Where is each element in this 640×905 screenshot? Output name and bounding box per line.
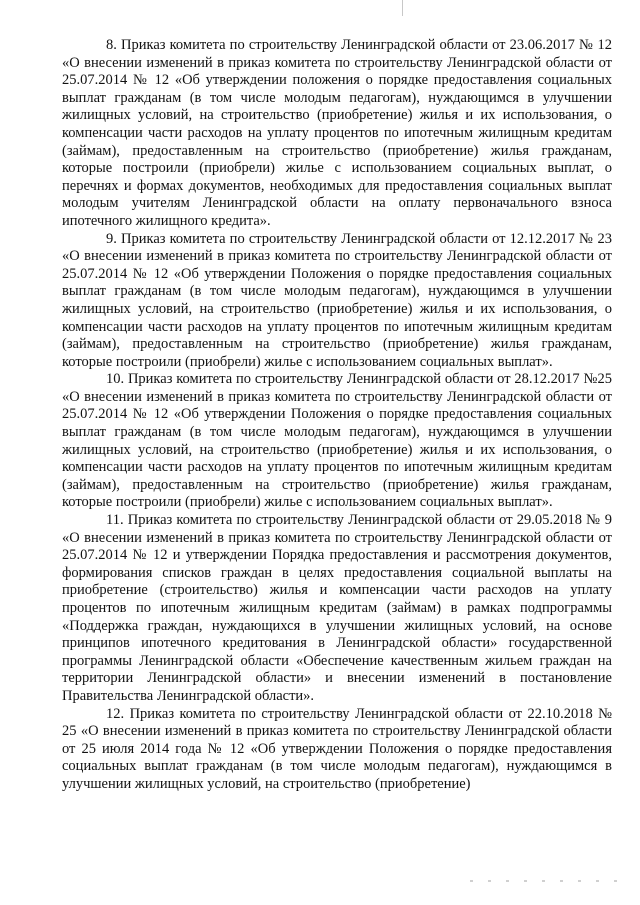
list-item-10: 10. Приказ комитета по строительству Ленинградской области от 28.12.2017 №25 «О внесении изменений в приказ комитета по строительству Ленинградской области от 25.07.2014 № 12 «Об утверждении Положения о порядке предоставления социальных выплат гражданам (в том числе молодым педагогам), нуждающимся в улучшении жилищных условий, на строительство (приобретение) жилья и их использования, о компенсации части расходов на уплату процентов по ипотечным жилищным кредитам (займам), предоставленным на строительство (приобретение) жилья гражданам, которые построили (приобрели) жилье с использованием социальных выплат». xyxy=(62,371,612,511)
list-item-11: 11. Приказ комитета по строительству Ленинградской области от 29.05.2018 № 9 «О внесении изменений в приказ комитета по строительству Ленинградской области от 25.07.2014 № 12 и утверждении Порядка предоставления и рассмотрения документов, формирования списков граждан в целях предоставления социальной выплаты на приобретение (строительство) жилья и компенсации части расходов на уплату процентов по ипотечным жилищным кредитам (займам) в рамках подпрограммы «Поддержка граждан, нуждающихся в улучшении жилищных условий, на основе принципов ипотечного кредитования в Ленинградской области» государственной программы Ленинградской области «Обеспечение качественным жильем граждан на территории Ленинградской области» и внесении изменений в постановление Правительства Ленинградской области». xyxy=(62,512,612,704)
document-page xyxy=(62,37,612,794)
scan-artifact-bottom xyxy=(470,880,620,882)
list-item-8: 8. Приказ комитета по строительству Ленинградской области от 23.06.2017 № 12 «О внесении изменений в приказ комитета по строительству Ленинградской области от 25.07.2014 № 12 «Об утверждении положения о порядке предоставления социальных выплат гражданам (в том числе молодым педагогам), нуждающимся в улучшении жилищных условий, на строительство (приобретение) жилья и их использования, о компенсации части расходов на уплату процентов по ипотечным жилищным кредитам (займам), предоставленным на строительство (приобретение) жилья гражданам, которые построили (приобрели) жилье с использованием социальных выплат, о перечнях и формах документов, необходимых для предоставления социальных выплат молодым учителям Ленинградской области на оплату первоначального взноса ипотечного жилищного кредита». xyxy=(62,37,612,229)
list-item-12: 12. Приказ комитета по строительству Ленинградской области от 22.10.2018 № 25 «О внесении изменений в приказ комитета по строительству Ленинградской области от 25 июля 2014 года № 12 «Об утверждении Положения о порядке предоставления социальных выплат гражданам (в том числе молодым педагогам), нуждающимся в улучшении жилищных условий, на строительство (приобретение) xyxy=(62,705,612,792)
list-item-9: 9. Приказ комитета по строительству Ленинградской области от 12.12.2017 № 23 «О внесении изменений в приказ комитета по строительству Ленинградской области от 25.07.2014 № 12 «Об утверждении Положения о порядке предоставления социальных выплат гражданам (в том числе молодым педагогам), нуждающимся в улучшении жилищных условий, на строительство (приобретение) жилья и их использования, о компенсации части расходов на уплату процентов по ипотечным жилищным кредитам (займам), предоставленным на строительство (приобретение) жилья гражданам, которые построили (приобрели) жилье с использованием социальных выплат». xyxy=(62,230,612,370)
scan-artifact-top xyxy=(402,0,403,16)
